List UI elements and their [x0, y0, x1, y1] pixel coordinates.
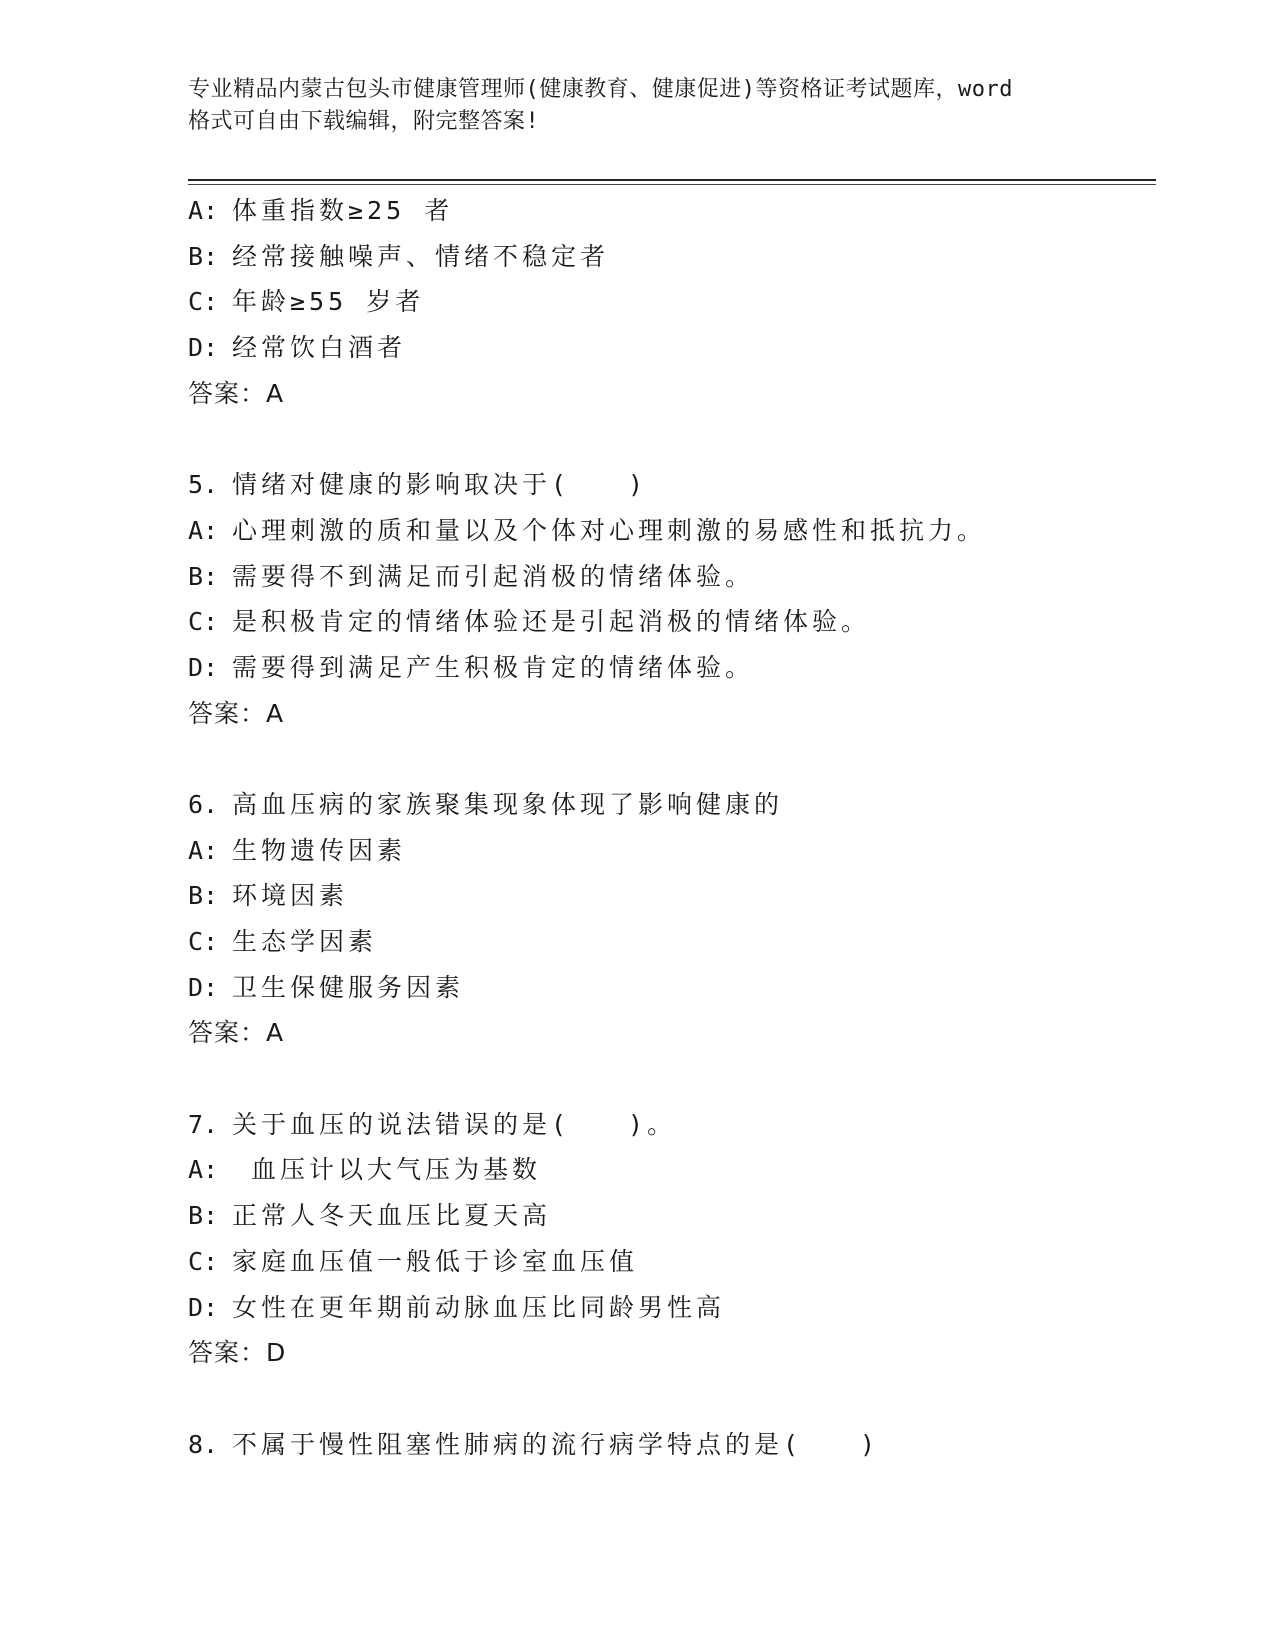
option-prefix: A: — [188, 1155, 219, 1185]
question-7 — [188, 1102, 1148, 1376]
question-stem — [188, 782, 1148, 828]
spacer — [188, 1056, 1148, 1102]
option-text: 经常接触噪声、情绪不稳定者 — [232, 241, 610, 271]
option-prefix: B: — [188, 241, 219, 271]
option-prefix: A: — [188, 835, 219, 865]
document-header — [188, 74, 1088, 138]
option-c — [188, 599, 1148, 645]
header-divider-thin — [188, 184, 1156, 185]
option-prefix: B: — [188, 561, 219, 591]
header-line-1: 专业精品内蒙古包头市健康管理师(健康教育、健康促进)等资格证考试题库，word — [188, 77, 1013, 102]
option-a — [188, 1147, 1148, 1193]
option-b — [188, 234, 1148, 280]
option-a — [188, 828, 1148, 874]
option-c — [188, 919, 1148, 965]
option-c — [188, 279, 1148, 325]
option-text: 女性在更年期前动脉血压比同龄男性高 — [232, 1292, 726, 1322]
spacer — [188, 1376, 1148, 1422]
question-number: 8. — [188, 1429, 219, 1459]
option-b — [188, 554, 1148, 600]
question-text: 高血压病的家族聚集现象体现了影响健康的 — [232, 789, 784, 819]
option-prefix: A: — [188, 515, 219, 545]
option-prefix: A: — [188, 196, 219, 225]
option-prefix: C: — [188, 607, 219, 637]
option-prefix: B: — [188, 881, 219, 911]
option-prefix: D: — [188, 972, 219, 1002]
option-text: 正常人冬天血压比夏天高 — [232, 1201, 552, 1231]
option-text: 生物遗传因素 — [232, 835, 407, 865]
question-number: 5. — [188, 470, 219, 500]
option-text: 卫生保健服务因素 — [232, 972, 465, 1002]
option-prefix: D: — [188, 333, 219, 363]
option-text: 经常饮白酒者 — [232, 333, 407, 363]
answer-line: 答案：A — [188, 1018, 285, 1048]
question-text: 情绪对健康的影响取决于( ) — [232, 470, 648, 500]
option-prefix: D: — [188, 652, 219, 682]
answer-line: 答案：A — [188, 378, 285, 408]
spacer — [188, 736, 1148, 782]
question-number: 7. — [188, 1109, 219, 1139]
option-d — [188, 325, 1148, 371]
option-c — [188, 1239, 1148, 1285]
option-d — [188, 965, 1148, 1011]
question-6 — [188, 782, 1148, 1056]
question-stem — [188, 1102, 1148, 1148]
question-5 — [188, 462, 1148, 736]
option-prefix: C: — [188, 927, 219, 956]
option-prefix: C: — [188, 287, 219, 317]
option-text: 环境因素 — [232, 881, 349, 911]
question-stem — [188, 462, 1148, 508]
option-text: 心理刺激的质和量以及个体对心理刺激的易感性和抵抗力。 — [232, 515, 987, 545]
question-content — [188, 188, 1148, 1467]
question-4 — [188, 188, 1148, 416]
option-prefix: B: — [188, 1201, 219, 1231]
option-b — [188, 873, 1148, 919]
option-a — [188, 188, 1148, 234]
option-text: 需要得不到满足而引起消极的情绪体验。 — [232, 561, 755, 591]
question-stem — [188, 1422, 1148, 1468]
header-divider-thick — [188, 179, 1156, 181]
answer-line: 答案：D — [188, 1338, 287, 1368]
option-text: 年龄≥55 岁者 — [232, 287, 425, 317]
option-prefix: D: — [188, 1292, 219, 1322]
option-text: 体重指数≥25 者 — [232, 196, 454, 225]
option-d — [188, 1285, 1148, 1331]
question-number: 6. — [188, 789, 219, 819]
option-text: 家庭血压值一般低于诊室血压值 — [232, 1246, 639, 1276]
question-8 — [188, 1422, 1148, 1468]
option-text: 血压计以大气压为基数 — [232, 1155, 542, 1185]
option-d — [188, 645, 1148, 691]
question-text: 关于血压的说法错误的是( )。 — [232, 1109, 677, 1139]
spacer — [188, 416, 1148, 462]
option-text: 是积极肯定的情绪体验还是引起消极的情绪体验。 — [232, 607, 871, 637]
answer-line: 答案：A — [188, 698, 285, 728]
option-prefix: C: — [188, 1246, 219, 1276]
option-text: 需要得到满足产生积极肯定的情绪体验。 — [232, 652, 755, 682]
option-b — [188, 1193, 1148, 1239]
header-line-2: 格式可自由下载编辑，附完整答案! — [188, 109, 540, 134]
option-text: 生态学因素 — [232, 927, 378, 956]
question-text: 不属于慢性阻塞性肺病的流行病学特点的是( ) — [232, 1429, 880, 1459]
option-a — [188, 508, 1148, 554]
